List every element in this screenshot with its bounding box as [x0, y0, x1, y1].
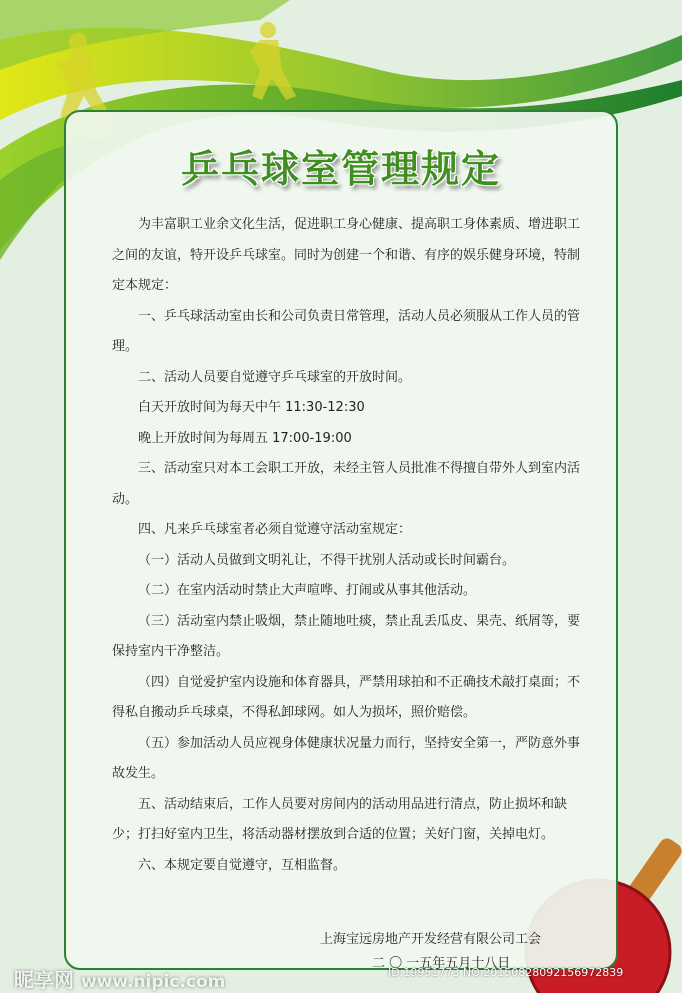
organization-signature: 上海宝远房地产开发经营有限公司工会 [320, 932, 542, 947]
sub-rule-paragraph: （三）活动室内禁止吸烟，禁止随地吐痰，禁止乱丢瓜皮、果壳、纸屑等，要保持室内干净整洁。 [112, 613, 581, 659]
rule-paragraph: 二、活动人员要自觉遵守乒乓球室的开放时间。 [138, 369, 412, 385]
schedule-line: 晚上开放时间为每周五 17:00-19:00 [138, 430, 352, 446]
regulation-body [112, 210, 582, 881]
rule-paragraph: 三、活动室只对本工会职工开放，未经主管人员批准不得擅自带外人到室内活动。 [112, 461, 581, 507]
rule-paragraph: 五、活动结束后，工作人员要对房间内的活动用品进行清点，防止损坏和缺少；打扫好室内卫生，将活动器材摆放到合适的位置；关好门窗，关掉电灯。 [112, 796, 568, 842]
schedule-line: 白天开放时间为每天中午 11:30-12:30 [138, 400, 365, 415]
issue-date: 二 〇 一五年五月十八日 [372, 956, 511, 971]
sub-rule-paragraph: （二）在室内活动时禁止大声喧哗、打闹或从事其他活动。 [138, 583, 477, 598]
sub-rule-paragraph: （五）参加活动人员应视身体健康状况量力而行，坚持安全第一，严防意外事故发生。 [112, 735, 581, 781]
watermark-brand [14, 964, 225, 993]
watermark-brand-text: 昵享网 [14, 968, 74, 992]
page-title: 乒乓球室管理规定 [180, 146, 501, 191]
rule-paragraph: 六、本规定要自觉遵守，互相监督。 [138, 857, 347, 873]
rule-paragraph: 四、凡来乒乓球室者必须自觉遵守活动室规定： [138, 522, 412, 537]
sub-rule-paragraph: （一）活动人员做到文明礼让，不得干扰别人活动或长时间霸台。 [138, 552, 516, 568]
watermark-url: www.nipic.com [80, 972, 226, 992]
sub-rule-paragraph: （四）自觉爱护室内设施和体育器具，严禁用球拍和不正确技术敲打桌面；不得私自搬动乒乓球桌，不得私卸球网。如人为损坏，照价赔偿。 [112, 674, 581, 720]
watermark-id: ID:19951773 NO:20150828092156972839 [388, 966, 624, 979]
intro-paragraph: 为丰富职工业余文化生活，促进职工身心健康、提高职工身体素质、增进职工之间的友谊，特开设乒乓球室。同时为创建一个和谐、有序的娱乐健身环境，特制定本规定： [112, 217, 581, 293]
rule-paragraph: 一、乒乓球活动室由长和公司负责日常管理，活动人员必须服从工作人员的管理。 [112, 308, 581, 354]
